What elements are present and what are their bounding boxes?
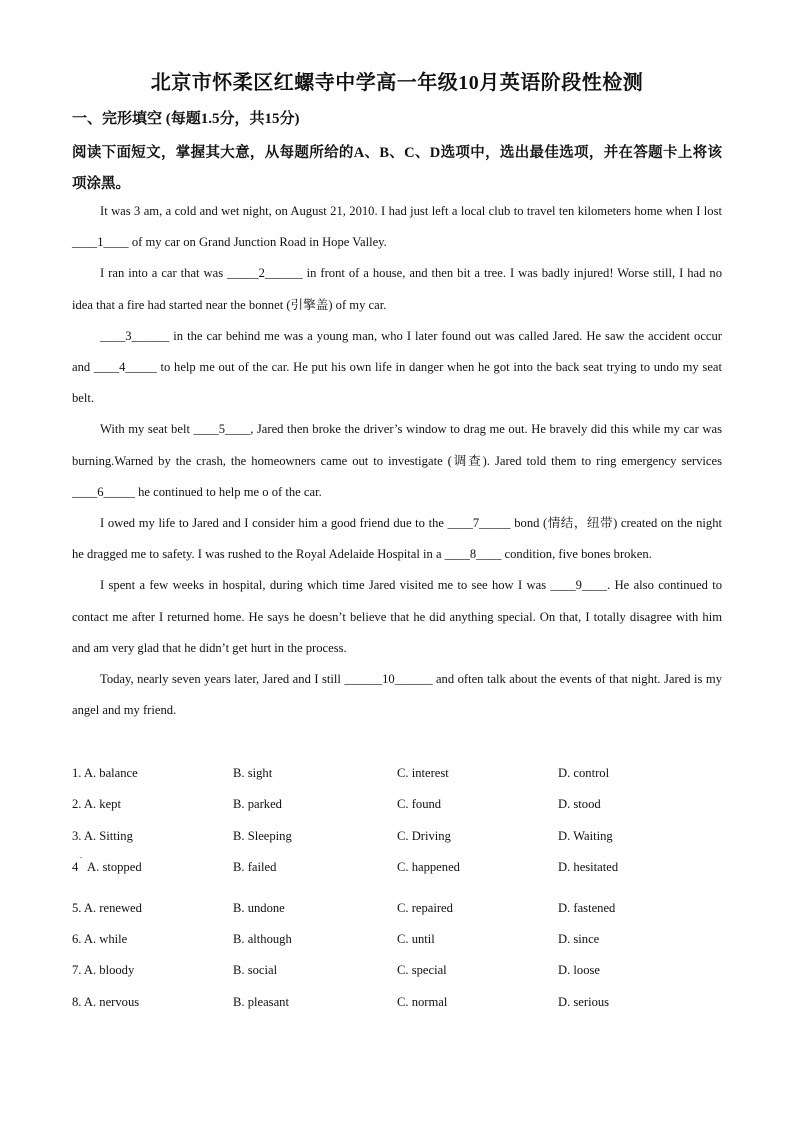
option-b: B. sight xyxy=(233,766,273,780)
option-row-8 xyxy=(72,987,722,1018)
option-b: B. undone xyxy=(233,900,285,915)
option-d: D. stood xyxy=(558,797,601,812)
cloze-passage xyxy=(72,196,722,726)
section-heading: 一、完形填空 (每题1.5分，共15分) xyxy=(72,111,300,127)
option-c: C. interest xyxy=(397,766,449,780)
passage-paragraph: I owed my life to Jared and I consider him a good friend due to the ____7_____ bond (情结，纽带) created on the night he dragged me to safety. I was rushed to the Royal Adelaide Hospital in a ____8____ condition, five bones broken. xyxy=(72,516,723,562)
option-d: D. serious xyxy=(558,994,610,1009)
passage-paragraph: It was 3 am, a cold and wet night, on August 21, 2010. I had just left a local club to travel ten kilometers home when I lost ____1____ of my car on Grand Junction Road in Hope Valley. xyxy=(72,204,722,250)
option-c: C. happened xyxy=(397,859,460,874)
option-row-5 xyxy=(72,893,722,924)
passage-paragraph: I spent a few weeks in hospital, during which time Jared visited me to see how I was ____9____. He also continued to contact me after I returned home. He says he doesn’t believe that he did anything special. On that, I totally disagree with him and am very glad that he didn’t get hurt in the process. xyxy=(72,578,722,655)
option-d: D. fastened xyxy=(558,900,616,915)
option-d: D. since xyxy=(558,932,600,947)
blank-5: ____5____ xyxy=(193,422,251,437)
option-row-6 xyxy=(72,924,722,955)
option-d: D. control xyxy=(558,766,610,780)
passage-paragraph: ____3______ in the car behind me was a young man, who I later found out was called Jared. He saw the accident occur and ____4_____ to help me out of the car. He put his own life in danger when he got into the back seat trying to undo my seat belt. xyxy=(72,328,722,406)
option-a: 8. A. nervous xyxy=(72,994,140,1009)
passage-paragraph: Today, nearly seven years later, Jared and I still ______10______ and often talk about the events of that night. Jared is my angel and my friend. xyxy=(72,672,722,718)
option-row-1 xyxy=(72,758,722,789)
option-c: C. Driving xyxy=(397,828,451,843)
blank-2: _____2______ xyxy=(227,266,303,281)
option-b: B. failed xyxy=(233,859,277,874)
option-d: D. hesitated xyxy=(558,859,619,874)
option-b: B. pleasant xyxy=(233,994,289,1009)
option-c: C. found xyxy=(397,797,442,812)
option-a: 5. A. renewed xyxy=(72,900,142,915)
answer-options xyxy=(72,758,722,1018)
option-row-7 xyxy=(72,955,722,986)
section-instructions: 阅读下面短文，掌握其大意，从每题所给的A、B、C、D选项中，选出最佳选项，并在答题卡上将该项涂黑。 xyxy=(72,145,722,192)
option-row-3 xyxy=(72,821,722,852)
option-b: B. parked xyxy=(233,797,282,812)
option-a: 2. A. kept xyxy=(72,797,121,812)
stray-mark: . xyxy=(80,850,82,860)
option-c: C. normal xyxy=(397,994,448,1009)
option-a: 6. A. while xyxy=(72,932,128,947)
option-c: C. special xyxy=(397,963,447,978)
option-b: B. although xyxy=(233,932,292,947)
option-c: C. until xyxy=(397,932,435,947)
option-a: 7. A. bloody xyxy=(72,963,135,978)
blank-7: ____7_____ xyxy=(447,516,511,531)
option-d: D. Waiting xyxy=(558,828,613,843)
page-title: 北京市怀柔区红螺寺中学高一年级10月英语阶段性检测 xyxy=(150,72,644,94)
option-b: B. Sleeping xyxy=(233,828,292,843)
option-a: 4 A. stopped xyxy=(72,859,142,874)
blank-9: ____9____ xyxy=(550,578,608,593)
passage-paragraph: With my seat belt ____5____, Jared then broke the driver’s window to drag me out. He bravely did this while my car was burning.Warned by the crash, the homeowners came out to investigate (调查). Jared told them to ring emergency services ____6_____ he continued to help me o of the car. xyxy=(72,422,722,499)
option-row-2 xyxy=(72,789,722,820)
passage-paragraph: I ran into a car that was _____2______ in front of a house, and then bit a tree. I was badly injured! Worse still, I had no idea that a fire had started near the bonnet (引擎盖) of my car. xyxy=(72,266,723,312)
option-a: 3. A. Sitting xyxy=(72,828,133,843)
option-d: D. loose xyxy=(558,963,600,978)
blank-10: ______10______ xyxy=(344,672,433,687)
option-b: B. social xyxy=(233,963,278,978)
blank-1: ____1____ xyxy=(72,235,129,250)
blank-3: ____3______ xyxy=(100,328,170,343)
option-c: C. repaired xyxy=(397,900,453,915)
option-a: 1. A. balance xyxy=(72,766,138,780)
option-row-4 xyxy=(72,852,722,893)
